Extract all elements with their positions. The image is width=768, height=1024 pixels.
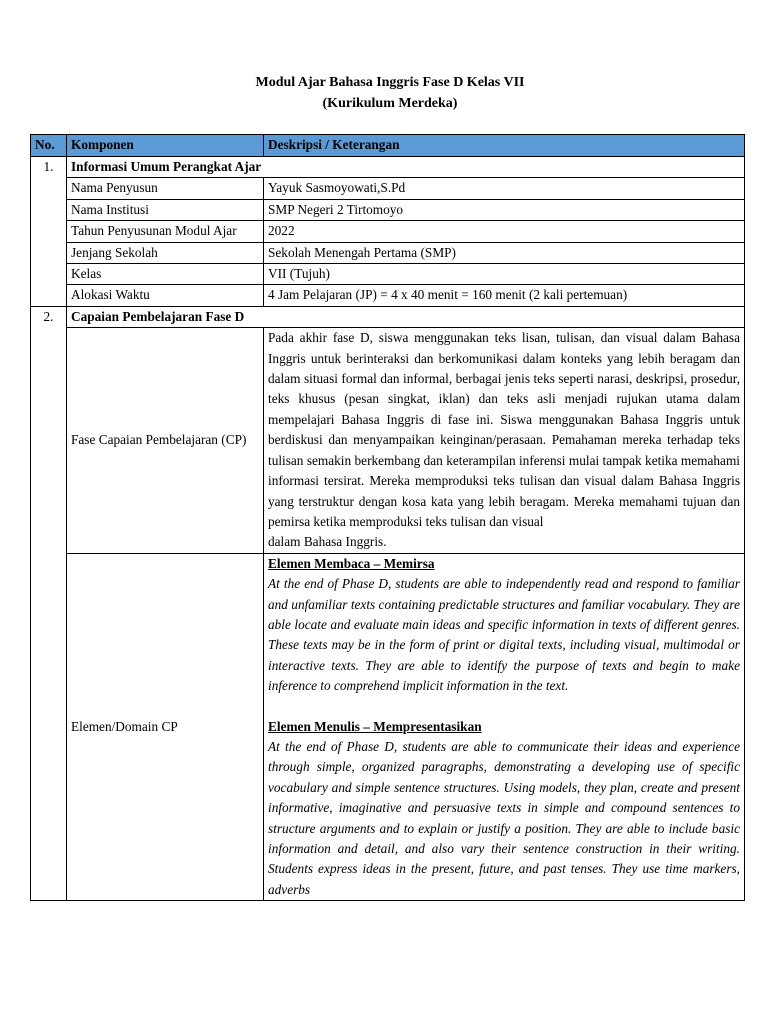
- row-value: VII (Tujuh): [264, 264, 745, 285]
- header-komponen: Komponen: [67, 135, 264, 157]
- row-value: 2022: [264, 221, 745, 242]
- elemen-membaca-title: Elemen Membaca – Memirsa: [268, 555, 435, 571]
- table-header-row: [31, 135, 745, 157]
- section-2-number: 2.: [31, 306, 67, 900]
- modul-table: [30, 134, 745, 901]
- row-value: SMP Negeri 2 Tirtomoyo: [264, 199, 745, 220]
- cp-text-end: dalam Bahasa Inggris.: [268, 534, 387, 550]
- title-line-2: (Kurikulum Merdeka): [322, 96, 458, 111]
- header-deskripsi: Deskripsi / Keterangan: [264, 135, 745, 157]
- cp-label: Fase Capaian Pembelajaran (CP): [67, 328, 264, 553]
- row-label: Nama Institusi: [67, 199, 264, 220]
- table-row: [31, 178, 745, 199]
- row-value: 4 Jam Pelajaran (JP) = 4 x 40 menit = 160 menit (2 kali pertemuan): [264, 285, 745, 306]
- table-row: [31, 199, 745, 220]
- header-no: No.: [31, 135, 67, 157]
- elemen-description: [264, 553, 745, 901]
- section-1-number: 1.: [31, 157, 67, 307]
- title-line-1: Modul Ajar Bahasa Inggris Fase D Kelas VII: [255, 75, 525, 90]
- row-value: Sekolah Menengah Pertama (SMP): [264, 242, 745, 263]
- table-row: [31, 242, 745, 263]
- row-label: Kelas: [67, 264, 264, 285]
- table-row: [31, 553, 745, 901]
- section-2-title-row: [31, 306, 745, 327]
- table-row: [31, 264, 745, 285]
- table-row: [31, 285, 745, 306]
- section-1-title: Informasi Umum Perangkat Ajar: [67, 157, 745, 178]
- elemen-menulis-title: Elemen Menulis – Mempresentasikan: [268, 718, 482, 734]
- cp-description: [264, 328, 745, 553]
- row-value: Yayuk Sasmoyowati,S.Pd: [264, 178, 745, 199]
- elemen-membaca-text: At the end of Phase D, students are able to independently read and respond to familiar and unfamiliar texts containing predictable structures and familiar vocabulary. They are able locate and evaluate main ideas and specific information in texts of different genres. These texts may be in the form of print or digital texts, including visual, multimodal or interactive texts. They are able to identify the purpose of texts and begin to make inference to comprehend implicit information in the text.: [268, 576, 740, 694]
- section-2-title: Capaian Pembelajaran Fase D: [67, 306, 745, 327]
- elemen-menulis-text: At the end of Phase D, students are able to communicate their ideas and experience through simple, organized paragraphs, demonstrating a developing use of specific vocabulary and simple sentence structures. Using models, they plan, create and present informative, imaginative and persuasive texts in simple and compound sentences to structure arguments and to explain or justify a position. They are able to include basic information and detail, and also vary their sentence construction in their writing. Students express ideas in the present, future, and past tenses. They use time markers, adverbs: [268, 738, 740, 897]
- row-label: Jenjang Sekolah: [67, 242, 264, 263]
- elemen-label: Elemen/Domain CP: [67, 553, 264, 901]
- table-row: [31, 221, 745, 242]
- spacer: [268, 697, 740, 717]
- document-title: [0, 72, 768, 114]
- row-label: Alokasi Waktu: [67, 285, 264, 306]
- section-1-title-row: [31, 157, 745, 178]
- cp-text: Pada akhir fase D, siswa menggunakan teks lisan, tulisan, dan visual dalam Bahasa Inggris untuk berinteraksi dan berkomunikasi dalam konteks yang lebih beragam dan dalam situasi formal dan informal, berbagai jenis teks seperti narasi, deskripsi, prosedur, teks khusus (pesan singkat, iklan) dan teks asli menjadi rujukan utama dalam mempelajari Bahasa Inggris di fase ini. Siswa menggunakan Bahasa Inggris untuk berdiskusi dan menyampaikan keinginan/perasaan. Pemahaman mereka terhadap teks tulisan semakin berkembang dan keterampilan inferensi mulai tampak ketika memahami informasi tersirat. Mereka memproduksi teks tulisan dan visual dalam Bahasa Inggris yang terstruktur dengan kosa kata yang lebih beragam. Mereka memahami tujuan dan pemirsa ketika memproduksi teks tulisan dan visual: [268, 330, 740, 529]
- table-row: [31, 328, 745, 553]
- row-label: Tahun Penyusunan Modul Ajar: [67, 221, 264, 242]
- row-label: Nama Penyusun: [67, 178, 264, 199]
